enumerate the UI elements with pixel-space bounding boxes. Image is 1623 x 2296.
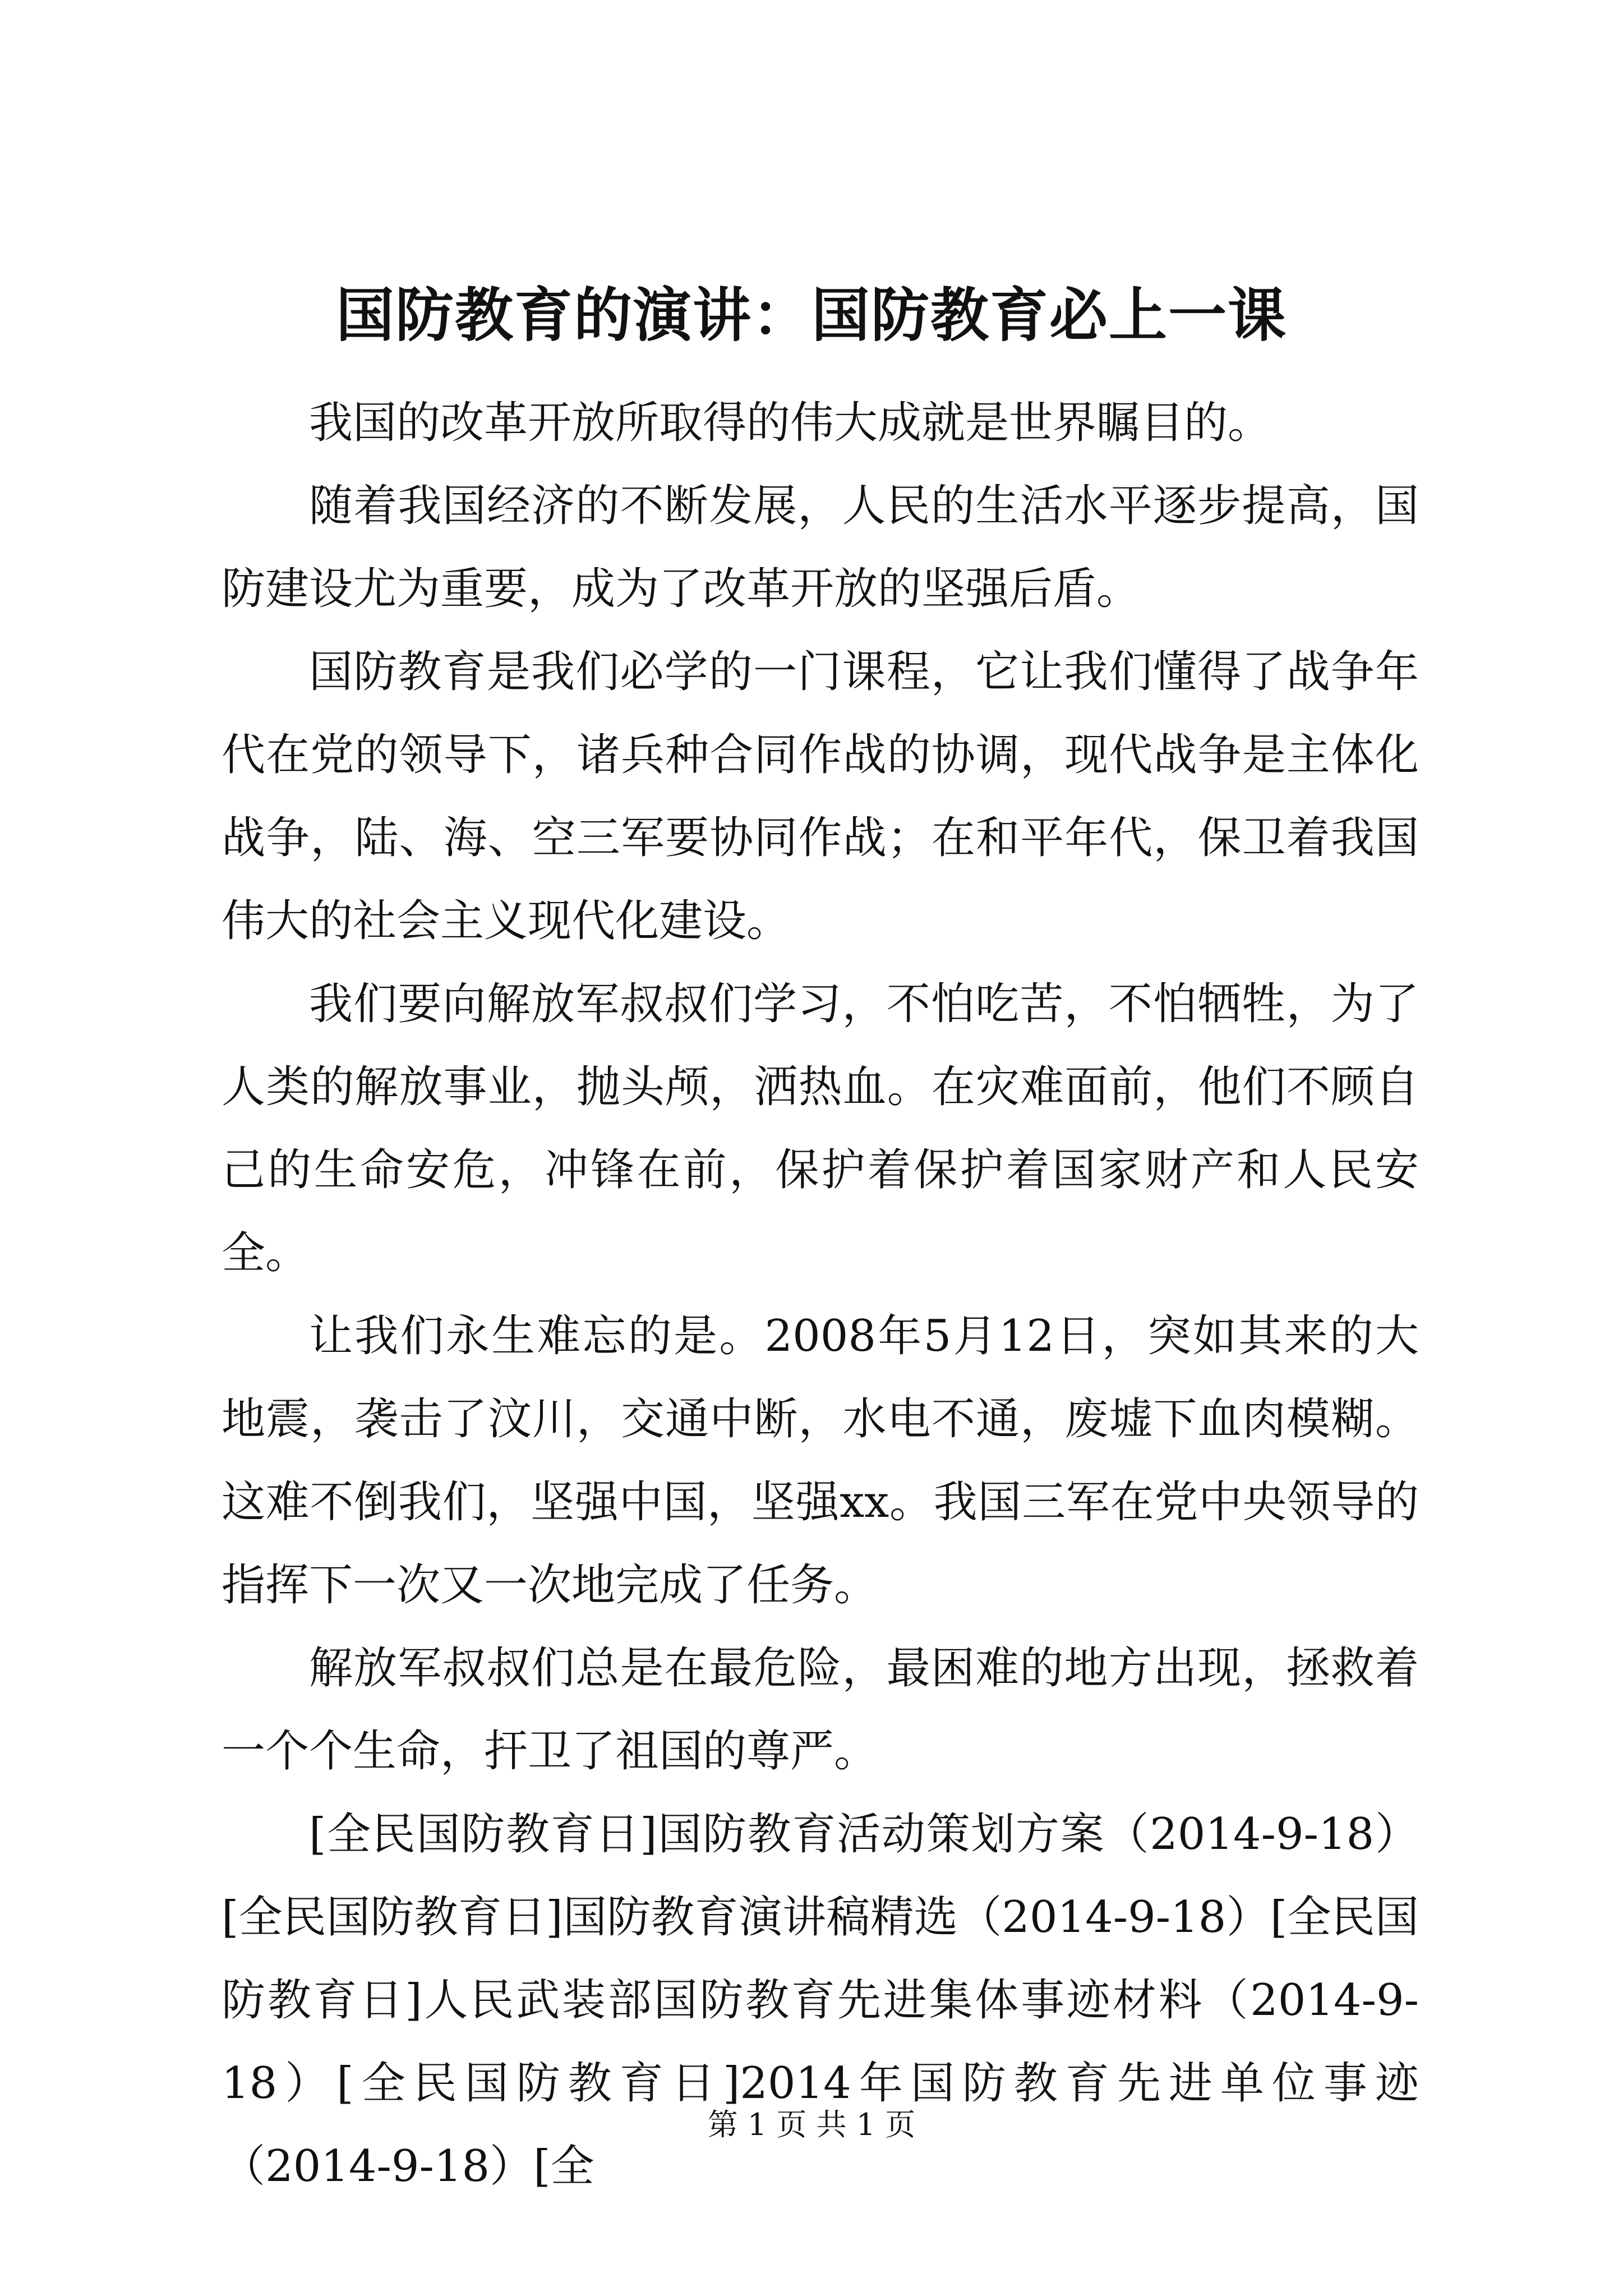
paragraph: 随着我国经济的不断发展，人民的生活水平逐步提高，国防建设尤为重要，成为了改革开放的坚强后盾。 xyxy=(222,481,1419,614)
page-footer: 第 1 页 共 1 页 xyxy=(707,2107,916,2142)
paragraph: 我国的改革开放所取得的伟大成就是世界瞩目的。 xyxy=(309,398,1272,448)
paragraph: 国防教育是我们必学的一门课程，它让我们懂得了战争年代在党的领导下，诸兵种合同作战的协调，现代战争是主体化战争，陆、海、空三军要协同作战；在和平年代，保卫着我国伟大的社会主义现代化建设。 xyxy=(222,647,1419,946)
paragraph: 让我们永生难忘的是。2008年5月12日，突如其来的大地震，袭击了汶川，交通中断，水电不通，废墟下血肉模糊。这难不倒我们，坚强中国，坚强xx。我国三军在党中央领导的指挥下一次又一次地完成了任务。 xyxy=(222,1311,1419,1611)
document-title: 国防教育的演讲：国防教育必上一课 xyxy=(335,280,1287,349)
document-body xyxy=(222,381,1419,2208)
paragraph: [全民国防教育日]国防教育活动策划方案（2014-9-18）[全民国防教育日]国防教育演讲稿精选（2014-9-18）[全民国防教育日]人民武装部国防教育先进集体事迹材料（2014-9-18）[全民国防教育日]2014年国防教育先进单位事迹（2014-9-18）[全 xyxy=(222,1809,1419,2192)
paragraph: 解放军叔叔们总是在最危险，最困难的地方出现，拯救着一个个生命，扞卫了祖国的尊严。 xyxy=(222,1643,1419,1777)
paragraph: 我们要向解放军叔叔们学习，不怕吃苦，不怕牺牲，为了人类的解放事业，抛头颅，洒热血。在灾难面前，他们不顾自己的生命安危，冲锋在前，保护着保护着国家财产和人民安全。 xyxy=(222,979,1419,1278)
